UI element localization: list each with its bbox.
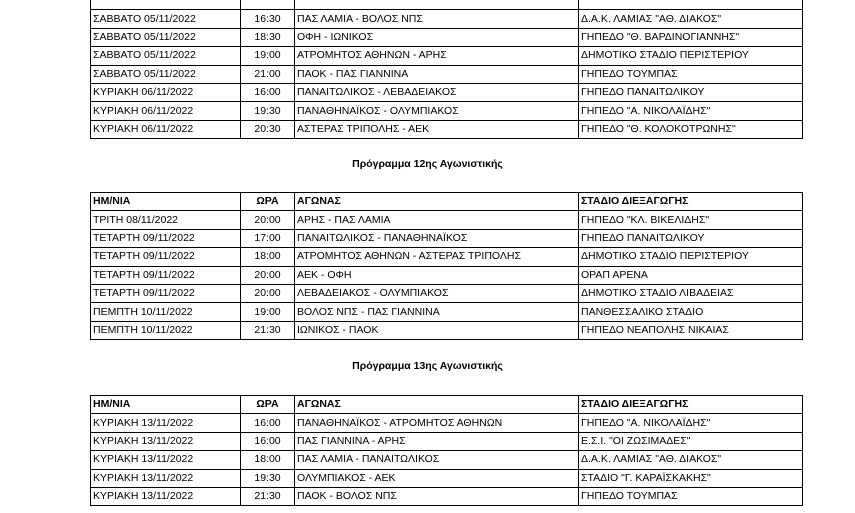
header-match: ΑΓΩΝΑΣ [295, 193, 579, 211]
cell-match: ΠΑΝΑΙΤΩΛΙΚΟΣ - ΠΑΝΑΘΗΝΑΪΚΟΣ [295, 229, 579, 247]
header-date: ΗΜ/ΝΙΑ [91, 396, 241, 414]
cell-date: ΣΑΒΒΑΤΟ 05/11/2022 [91, 65, 241, 83]
cell-date: ΠΕΜΠΤΗ 10/11/2022 [91, 303, 241, 321]
cell-time: 16:00 [241, 414, 295, 432]
table-row [91, 65, 803, 83]
table-row-cut [91, 0, 803, 10]
cell-match: ΠΑΝΑΙΤΩΛΙΚΟΣ - ΛΕΒΑΔΕΙΑΚΟΣ [295, 83, 579, 101]
cell-venue: Δ.Α.Κ. ΛΑΜΙΑΣ "ΑΘ. ΔΙΑΚΟΣ" [579, 451, 803, 469]
cell-venue: ΔΗΜΟΤΙΚΟ ΣΤΑΔΙΟ ΠΕΡΙΣΤΕΡΙΟΥ [579, 248, 803, 266]
round12-table [90, 192, 803, 340]
cell-date: ΚΥΡΙΑΚΗ 13/11/2022 [91, 414, 241, 432]
cell-date: ΣΑΒΒΑΤΟ 05/11/2022 [91, 28, 241, 46]
cell-time: 20:00 [241, 284, 295, 302]
cell-date: ΣΑΒΒΑΤΟ 05/11/2022 [91, 10, 241, 28]
round13-table [90, 395, 803, 506]
table-row [91, 120, 803, 138]
table-row [91, 284, 803, 302]
cell-venue: ΓΗΠΕΔΟ "Θ. ΚΟΛΟΚΟΤΡΩΝΗΣ" [579, 120, 803, 138]
cell-time: 16:30 [241, 10, 295, 28]
table-row [91, 28, 803, 46]
cell-venue: ΓΗΠΕΔΟ ΝΕΑΠΟΛΗΣ ΝΙΚΑΙΑΣ [579, 321, 803, 339]
cell-time: 21:30 [241, 487, 295, 505]
cell-time: 19:30 [241, 102, 295, 120]
cell-venue: ΠΑΝΘΕΣΣΑΛΙΚΟ ΣΤΑΔΙΟ [579, 303, 803, 321]
cell-match: ΠΑΣ ΛΑΜΙΑ - ΒΟΛΟΣ ΝΠΣ [295, 10, 579, 28]
table-row [91, 47, 803, 65]
cell-match: ΑΤΡΟΜΗΤΟΣ ΑΘΗΝΩΝ - ΑΡΗΣ [295, 47, 579, 65]
round13-title: Πρόγραμμα 13ης Αγωνιστικής [352, 360, 503, 372]
cell-time: 19:00 [241, 303, 295, 321]
cell-time: 18:30 [241, 28, 295, 46]
cell-venue: ΓΗΠΕΔΟ "ΚΛ. ΒΙΚΕΛΙΔΗΣ" [579, 211, 803, 229]
cell-venue: ΔΗΜΟΤΙΚΟ ΣΤΑΔΙΟ ΠΕΡΙΣΤΕΡΙΟΥ [579, 47, 803, 65]
header-venue: ΣΤΑΔΙΟ ΔΙΕΞΑΓΩΓΗΣ [579, 193, 803, 211]
cell-date: ΠΕΜΠΤΗ 10/11/2022 [91, 321, 241, 339]
round11-rows [91, 0, 803, 139]
cell-match: ΙΩΝΙΚΟΣ - ΠΑΟΚ [295, 321, 579, 339]
cell-date: ΚΥΡΙΑΚΗ 06/11/2022 [91, 102, 241, 120]
cell-date: ΚΥΡΙΑΚΗ 13/11/2022 [91, 432, 241, 450]
cell-venue: ΟΡΑΠ ΑΡΕΝΑ [579, 266, 803, 284]
cell-date: ΤΕΤΑΡΤΗ 09/11/2022 [91, 266, 241, 284]
table-row [91, 487, 803, 505]
table-row [91, 211, 803, 229]
cell-venue: ΓΗΠΕΔΟ "Θ. ΒΑΡΔΙΝΟΓΙΑΝΝΗΣ" [579, 28, 803, 46]
cell-match: ΑΕΚ - ΟΦΗ [295, 266, 579, 284]
header-date: ΗΜ/ΝΙΑ [91, 193, 241, 211]
header-venue: ΣΤΑΔΙΟ ΔΙΕΞΑΓΩΓΗΣ [579, 396, 803, 414]
cell-date: ΤΕΤΑΡΤΗ 09/11/2022 [91, 284, 241, 302]
cell-date: ΚΥΡΙΑΚΗ 06/11/2022 [91, 83, 241, 101]
cell-time: 21:00 [241, 65, 295, 83]
cell-match: ΠΑΝΑΘΗΝΑΪΚΟΣ - ΟΛΥΜΠΙΑΚΟΣ [295, 102, 579, 120]
table-row [91, 321, 803, 339]
cell-time: 18:00 [241, 248, 295, 266]
table-row [91, 102, 803, 120]
cell-match: ΑΤΡΟΜΗΤΟΣ ΑΘΗΝΩΝ - ΑΣΤΕΡΑΣ ΤΡΙΠΟΛΗΣ [295, 248, 579, 266]
cell-match: ΠΑΝΑΘΗΝΑΪΚΟΣ - ΑΤΡΟΜΗΤΟΣ ΑΘΗΝΩΝ [295, 414, 579, 432]
table-row [91, 432, 803, 450]
cell-time: 21:30 [241, 321, 295, 339]
cell-venue: ΣΤΑΔΙΟ "Γ. ΚΑΡΑΪΣΚΑΚΗΣ" [579, 469, 803, 487]
cell-time: 20:30 [241, 120, 295, 138]
cell-match: ΟΛΥΜΠΙΑΚΟΣ - ΑΕΚ [295, 469, 579, 487]
round12-rows [91, 193, 803, 340]
cell-date: ΣΑΒΒΑΤΟ 05/11/2022 [91, 47, 241, 65]
table-row [91, 10, 803, 28]
header-time: ΩΡΑ [241, 396, 295, 414]
table-row [91, 83, 803, 101]
table-row [91, 469, 803, 487]
cell-match: ΒΟΛΟΣ ΝΠΣ - ΠΑΣ ΓΙΑΝΝΙΝΑ [295, 303, 579, 321]
cell-date: ΤΕΤΑΡΤΗ 09/11/2022 [91, 229, 241, 247]
table-row [91, 229, 803, 247]
cell-match: ΟΦΗ - ΙΩΝΙΚΟΣ [295, 28, 579, 46]
table-header-row [91, 193, 803, 211]
table-row [91, 248, 803, 266]
table-row [91, 303, 803, 321]
cell-match: ΠΑΟΚ - ΠΑΣ ΓΙΑΝΝΙΝΑ [295, 65, 579, 83]
cell-venue: ΓΗΠΕΔΟ ΠΑΝΑΙΤΩΛΙΚΟΥ [579, 83, 803, 101]
cell-match: ΑΣΤΕΡΑΣ ΤΡΙΠΟΛΗΣ - ΑΕΚ [295, 120, 579, 138]
cell-venue: ΓΗΠΕΔΟ "Α. ΝΙΚΟΛΑΪΔΗΣ" [579, 414, 803, 432]
table-row [91, 414, 803, 432]
table-header-row [91, 396, 803, 414]
cell-venue: Ε.Σ.Ι. "ΟΙ ΖΩΣΙΜΑΔΕΣ" [579, 432, 803, 450]
cell-venue: ΓΗΠΕΔΟ ΤΟΥΜΠΑΣ [579, 487, 803, 505]
cell-venue: ΓΗΠΕΔΟ "Α. ΝΙΚΟΛΑΪΔΗΣ" [579, 102, 803, 120]
round12-title: Πρόγραμμα 12ης Αγωνιστικής [352, 158, 503, 170]
cell-time: 19:00 [241, 47, 295, 65]
cell-time: 19:30 [241, 469, 295, 487]
cell-time: 16:00 [241, 432, 295, 450]
table-row [91, 266, 803, 284]
cell-date: ΤΕΤΑΡΤΗ 09/11/2022 [91, 248, 241, 266]
round13-rows [91, 396, 803, 506]
cell-time: 16:00 [241, 83, 295, 101]
cell-venue: ΓΗΠΕΔΟ ΤΟΥΜΠΑΣ [579, 65, 803, 83]
cell-venue: ΔΗΜΟΤΙΚΟ ΣΤΑΔΙΟ ΛΙΒΑΔΕΙΑΣ [579, 284, 803, 302]
cell-match: ΛΕΒΑΔΕΙΑΚΟΣ - ΟΛΥΜΠΙΑΚΟΣ [295, 284, 579, 302]
cell-time: 17:00 [241, 229, 295, 247]
cell-venue: ΓΗΠΕΔΟ ΠΑΝΑΙΤΩΛΙΚΟΥ [579, 229, 803, 247]
cell-date: ΚΥΡΙΑΚΗ 13/11/2022 [91, 469, 241, 487]
cell-match: ΑΡΗΣ - ΠΑΣ ΛΑΜΙΑ [295, 211, 579, 229]
cell-date: ΚΥΡΙΑΚΗ 06/11/2022 [91, 120, 241, 138]
header-match: ΑΓΩΝΑΣ [295, 396, 579, 414]
cell-match: ΠΑΣ ΓΙΑΝΝΙΝΑ - ΑΡΗΣ [295, 432, 579, 450]
round11-table [90, 0, 803, 139]
table-row [91, 451, 803, 469]
cell-date: ΚΥΡΙΑΚΗ 13/11/2022 [91, 451, 241, 469]
cell-time: 20:00 [241, 266, 295, 284]
cell-match: ΠΑΟΚ - ΒΟΛΟΣ ΝΠΣ [295, 487, 579, 505]
header-time: ΩΡΑ [241, 193, 295, 211]
cell-time: 18:00 [241, 451, 295, 469]
cell-date: ΤΡΙΤΗ 08/11/2022 [91, 211, 241, 229]
cell-time: 20:00 [241, 211, 295, 229]
cell-match: ΠΑΣ ΛΑΜΙΑ - ΠΑΝΑΙΤΩΛΙΚΟΣ [295, 451, 579, 469]
cell-date: ΚΥΡΙΑΚΗ 13/11/2022 [91, 487, 241, 505]
cell-venue: Δ.Α.Κ. ΛΑΜΙΑΣ "ΑΘ. ΔΙΑΚΟΣ" [579, 10, 803, 28]
